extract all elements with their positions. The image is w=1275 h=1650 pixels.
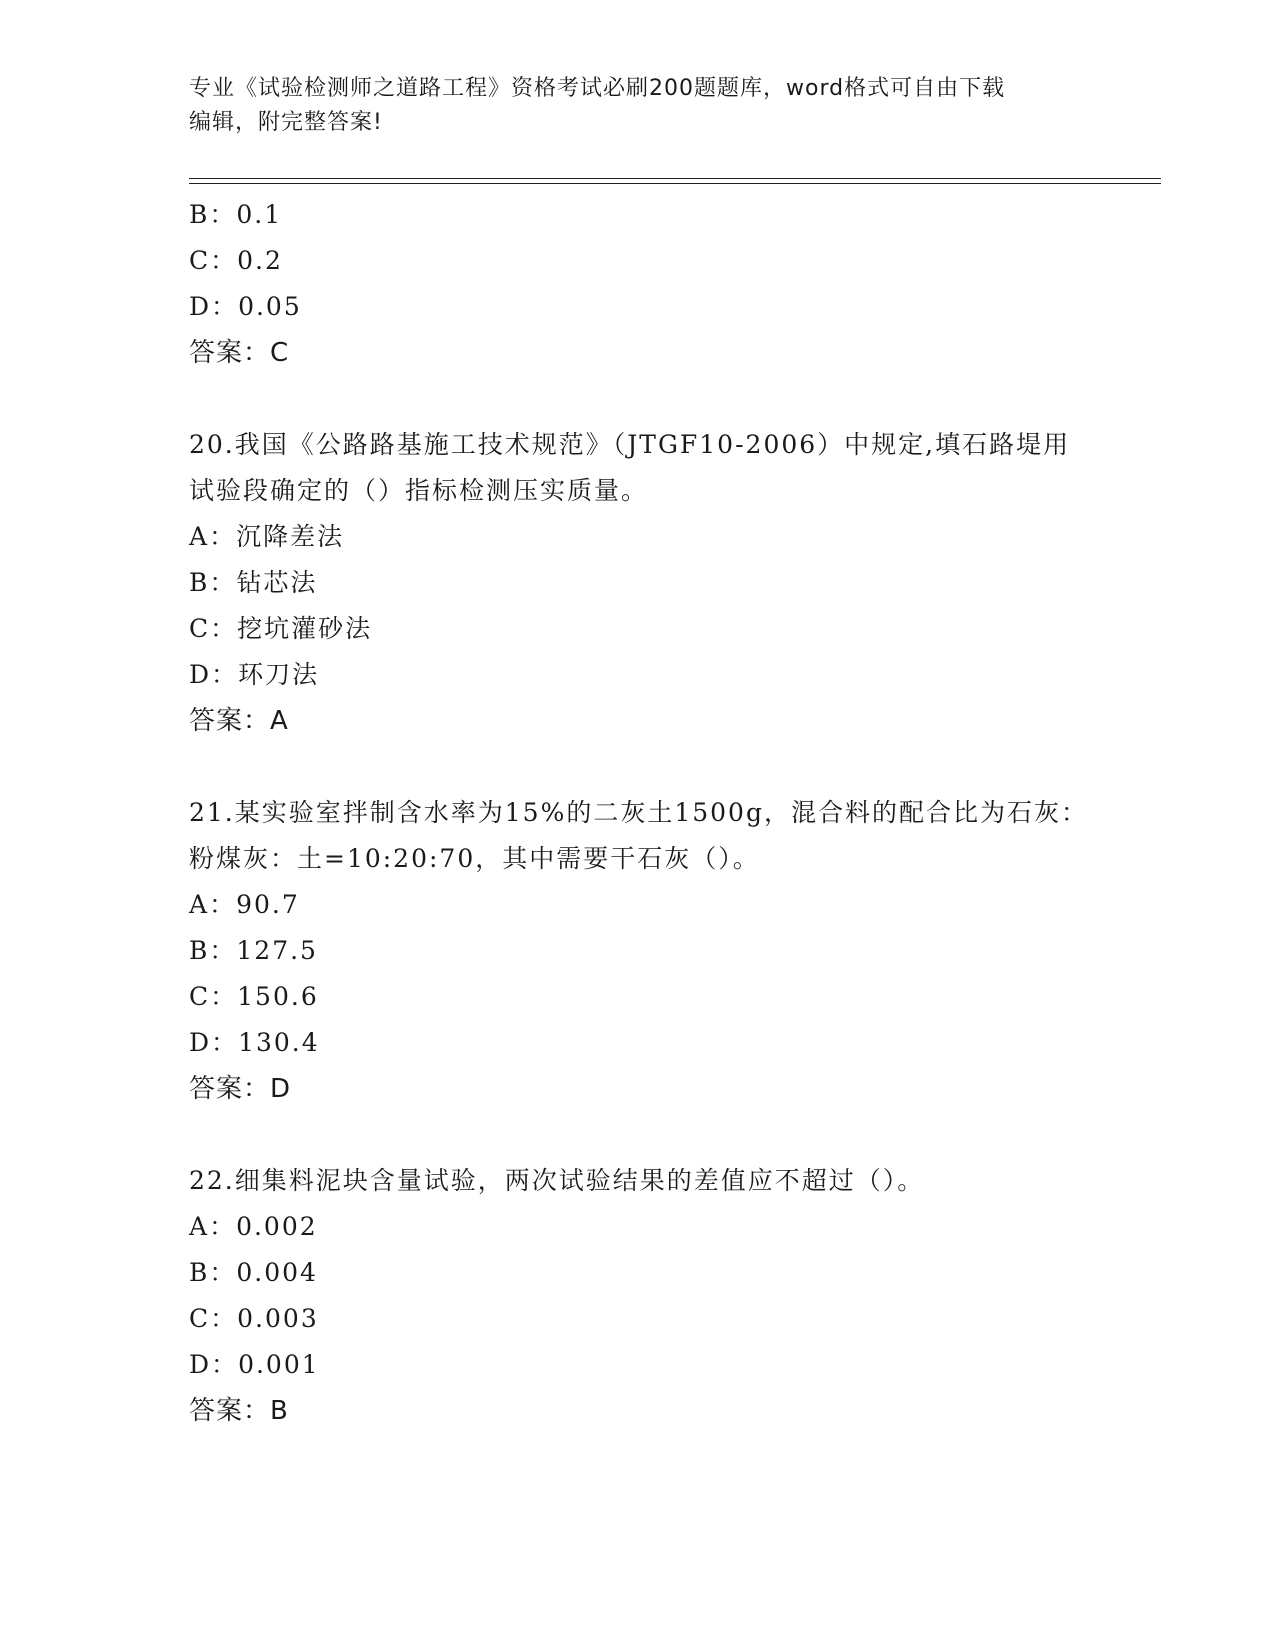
header-divider-top xyxy=(189,178,1161,179)
option-a: A：90.7 xyxy=(189,890,300,919)
option-b: B：0.1 xyxy=(189,200,283,229)
question-20 xyxy=(189,422,1089,744)
option-b: B：钻芯法 xyxy=(189,568,318,597)
option-d: D：130.4 xyxy=(189,1028,320,1057)
answer-line: 答案：C xyxy=(189,338,290,368)
option-c: C：150.6 xyxy=(189,982,319,1011)
answer-line: 答案：B xyxy=(189,1396,289,1426)
question-spacer xyxy=(189,376,1089,422)
option-d: D：环刀法 xyxy=(189,660,320,689)
header-line-2: 编辑，附完整答案! xyxy=(189,110,383,135)
option-d: D：0.05 xyxy=(189,292,302,321)
option-c: C：0.003 xyxy=(189,1304,319,1333)
answer-line: 答案：A xyxy=(189,706,289,736)
option-c: C：挖坑灌砂法 xyxy=(189,614,373,643)
question-stem: 21.某实验室拌制含水率为15%的二灰土1500g，混合料的配合比为石灰：粉煤灰：土=10:20:70，其中需要干石灰（）。 xyxy=(189,798,1088,873)
question-stem: 22.细集料泥块含量试验，两次试验结果的差值应不超过（）。 xyxy=(189,1166,925,1195)
option-b: B：0.004 xyxy=(189,1258,318,1287)
question-stem: 20.我国《公路路基施工技术规范》（JTGF10-2006）中规定,填石路堤用试验段确定的（）指标检测压实质量。 xyxy=(189,430,1071,505)
question-spacer xyxy=(189,1112,1089,1158)
question-22 xyxy=(189,1158,1089,1434)
question-partial xyxy=(189,192,1089,376)
question-list xyxy=(189,192,1089,1434)
question-21 xyxy=(189,790,1089,1112)
option-c: C：0.2 xyxy=(189,246,283,275)
option-b: B：127.5 xyxy=(189,936,318,965)
option-d: D：0.001 xyxy=(189,1350,320,1379)
question-spacer xyxy=(189,744,1089,790)
answer-line: 答案：D xyxy=(189,1074,292,1104)
option-a: A：0.002 xyxy=(189,1212,318,1241)
header-line-1: 专业《试验检测师之道路工程》资格考试必刷200题题库，word格式可自由下载 xyxy=(189,76,1006,101)
option-a: A：沉降差法 xyxy=(189,522,345,551)
header-divider-bottom xyxy=(189,183,1161,184)
document-header xyxy=(189,72,1089,140)
